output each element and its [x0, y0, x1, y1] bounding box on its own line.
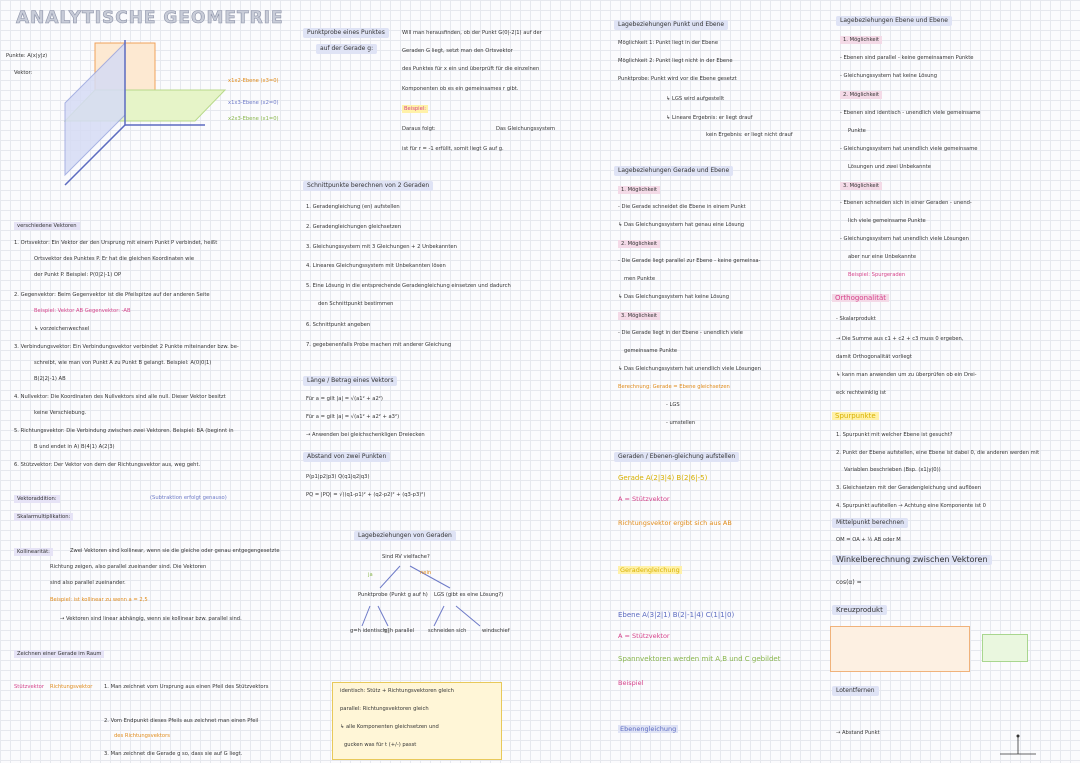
ebene-example: Ebene A(3|2|1) B(2|-1|4) C(1|1|0): [618, 611, 735, 619]
lage-ge-line: ↳ Das Gleichungssystem hat keine Lösung: [618, 294, 730, 300]
laenge-line: Für a = gilt |a| = √(a1² + a2²): [306, 396, 383, 402]
mittel-line: OM = OA + ½ AB oder M: [836, 537, 901, 543]
spur-line: 2. Punkt der Ebene aufstellen, eine Ebene ist dabei 0, die anderen werden mit: [836, 450, 1040, 456]
list-item: 2. Vom Endpunkt dieses Pfeils aus zeichnet man einen Pfeil: [104, 718, 259, 724]
list-item: 2. Geradengleichungen gleichsetzen: [306, 224, 402, 230]
lage-ge-line: - Die Gerade liegt parallel zur Ebene - keine gemeinsa-: [618, 258, 761, 264]
list-item: 5. Richtungsvektor: Die Verbindung zwischen zwei Vektoren. Beispiel: BA (beginnt in: [14, 428, 234, 434]
lage-ge-line: men Punkte: [624, 276, 656, 282]
list-item: 7. gegebenenfalls Probe machen mit anderer Gleichung: [306, 342, 452, 348]
lage-ee-line: - Ebenen schneiden sich in einer Geraden - unend-: [840, 200, 972, 206]
tree-leaf: schneiden sich: [428, 628, 467, 634]
lage-ee-line: - Gleichungssystem hat unendlich viele Lösungen: [840, 236, 969, 242]
tree-punktprobe: Punktprobe (Punkt g auf h): [358, 592, 428, 598]
tree-lgs: LGS (gibt es eine Lösung?): [434, 592, 504, 598]
lage-ge-line: - Die Gerade schneidet die Ebene in einem Punkt: [618, 204, 746, 210]
punkt-label: Punkte: A(x|y|z): [6, 53, 48, 59]
list-item: 2. Gegenvektor: Beim Gegenvektor ist die Pfeilspitze auf der anderen Seite: [14, 292, 210, 298]
lage-ee-line: - Gleichungssystem hat keine Lösung: [840, 73, 938, 79]
mittel-title: Mittelpunkt berechnen: [832, 518, 908, 528]
kreuz-title: Kreuzprodukt: [832, 605, 887, 615]
page-title: ANALYTISCHE GEOMETRIE: [16, 8, 284, 28]
geradengleichung-label: Geradengleichung: [620, 566, 680, 574]
tree-leaf: windschief: [482, 628, 510, 634]
lage-pe-line: ↳ LGS wird aufgestellt: [666, 96, 725, 102]
lage-pe-line: Möglichkeit 2: Punkt liegt nicht in der Ebene: [618, 58, 733, 64]
lage-ge-line: 3. Möglichkeit: [618, 312, 660, 320]
lage-ee-title: Lagebeziehungen Ebene und Ebene: [836, 16, 952, 26]
lage-ge-line: 2. Möglichkeit: [618, 240, 660, 248]
list-item: keine Verschiebung.: [34, 410, 87, 416]
kollinear-line: Beispiel: ist kollinear zu wenn a = 2,5: [50, 597, 148, 603]
summary-line: parallel: Richtungsvektoren gleich: [340, 706, 429, 712]
vektoraddition-label: Vektoraddition:: [14, 495, 60, 503]
summary-line: gucken was für t (+/-) passt: [344, 742, 417, 748]
lage-ge-line: gemeinsame Punkte: [624, 348, 678, 354]
lage-ge-line: - umstellen: [666, 420, 696, 426]
list-item: schreibt, wie man von Punkt A zu Punkt B gelangt. Beispiel: A(0|0|1): [34, 360, 212, 366]
lage-ge-line: Berechnung: Gerade = Ebene gleichsetzen: [618, 384, 730, 390]
gerade-example: Gerade A(2|3|4) B(2|6|-5): [618, 474, 708, 482]
list-item: 4. Nullvektor: Die Koordinaten des Nullvektors sind alle null. Dieser Vektor besitzt: [14, 394, 226, 400]
lage-ee-line: lich viele gemeinsame Punkte: [848, 218, 926, 224]
list-item: ↳ vorzeichenwechsel: [34, 326, 90, 332]
tree-ja: ja: [368, 572, 373, 578]
lage-ee-line: Lösungen und zwei Unbekannte: [848, 164, 931, 170]
kollinear-line: Richtung zeigen, also parallel zueinander sind. Die Vektoren: [50, 564, 207, 570]
punktprobe-line: des Punktes für x ein und überprüft für die einzelnen: [402, 66, 540, 72]
ortho-line: damit Orthogonalität vorliegt: [836, 354, 912, 360]
lage-ee-line: Punkte: [848, 128, 866, 134]
richtung-line: Richtungsvektor ergibt sich aus AB: [618, 519, 732, 527]
stuetz-label-ebene: A = Stützvektor: [618, 632, 670, 640]
lage-ee-line: aber nur eine Unbekannte: [848, 254, 917, 260]
list-item: 4. Lineares Gleichungssystem mit Unbekannten lösen: [306, 263, 446, 269]
ortho-line: - Skalarprodukt: [836, 316, 876, 322]
list-item: B und endet in A) B(4|1) A(2|3): [34, 444, 115, 450]
skalarmult-label: Skalarmultiplikation:: [14, 513, 73, 521]
winkel-title: Winkelberechnung zwischen Vektoren: [832, 555, 992, 565]
lage-ee-line: 3. Möglichkeit: [840, 182, 882, 190]
lage-ge-line: - Die Gerade liegt in der Ebene - unendlich viele: [618, 330, 743, 336]
list-item: 5. Eine Lösung in die entsprechende Geradengleichung einsetzen und dadurch: [306, 283, 511, 289]
coordinate-system-graph: [55, 35, 255, 195]
spur-line: 3. Gleichsetzen mit der Geradengleichung und auflösen: [836, 485, 981, 491]
lot-title: Lotentfernen: [832, 686, 879, 696]
lage-pe-line: kein Ergebnis: er liegt nicht drauf: [706, 132, 793, 138]
gleichungssystem-note: Das Gleichungssystem: [496, 126, 556, 132]
tree-leaf: g=h identisch: [350, 628, 387, 634]
punktprobe-line: Geraden G liegt, setzt man den Ortsvektor: [402, 48, 513, 54]
list-item: des Richtungsvektors: [114, 733, 170, 739]
gerade-title: Zeichnen einer Gerade im Raum: [14, 650, 104, 658]
lage-ee-line: - Ebenen sind parallel - keine gemeinsamen Punkte: [840, 55, 974, 61]
lage-ge-line: - LGS: [666, 402, 680, 408]
summary-line: ↳ alle Komponenten gleichsetzen und: [340, 724, 439, 730]
lage-pe-title: Lagebeziehungen Punkt und Ebene: [614, 20, 728, 30]
abstand-title: Abstand von zwei Punkten: [303, 452, 390, 462]
laenge-line: Für a = gilt |a| = √(a1² + a2² + a3²): [306, 414, 400, 420]
spur-line: 1. Spurpunkt mit welcher Ebene ist gesucht?: [836, 432, 953, 438]
list-item: den Schnittpunkt bestimmen: [318, 301, 394, 307]
lage-pe-line: ↳ Lineare Ergebnis: er liegt drauf: [666, 115, 753, 121]
list-item: 1. Geradengleichung (en) aufstellen: [306, 204, 400, 210]
vektoraddition-note: (Subtraktion erfolgt genauso): [150, 495, 227, 501]
tree-nein: nein: [420, 570, 432, 576]
stuetzvektor-label: Stützvektor: [14, 684, 44, 690]
stuetz-label: A = Stützvektor: [618, 495, 670, 503]
ortho-line: eck rechtwinklig ist: [836, 390, 887, 396]
list-item: 3. Verbindungsvektor: Ein Verbindungsvektor verbindet 2 Punkte miteinander bzw. be-: [14, 344, 239, 350]
punktprobe-line: Will man herausfinden, ob der Punkt G(0|-2|1) auf der: [402, 30, 542, 36]
list-item: Ortsvektor des Punktes P. Er hat die gleichen Koordinaten wie: [34, 256, 195, 262]
beispiel-label: Beispiel: [618, 679, 644, 687]
spur-title: Spurpunkte: [832, 412, 879, 420]
kreuzprodukt-result-box: [982, 634, 1028, 662]
lage-ge-line: ↳ Das Gleichungssystem hat genau eine Lösung: [618, 222, 745, 228]
kollinear-line: Zwei Vektoren sind kollinear, wenn sie die gleiche oder genau entgegengesetzte: [70, 548, 280, 554]
lot-diagram: [1000, 732, 1040, 758]
abstand-line: PQ = |PQ| = √((q1-p1)² + (q2-p2)² + (q3-p3)²): [306, 492, 426, 498]
spur-line: 4. Spurpunkt aufstellen → Achtung eine Komponente ist 0: [836, 503, 986, 509]
section-verschiedene-vektoren: verschiedene Vektoren: [14, 222, 80, 230]
list-item: B(2|2|-1) AB: [34, 376, 66, 382]
summary-line: identisch: Stütz + Richtungsvektoren gleich: [340, 688, 454, 694]
spur-line: Variablen beschrieben (Bsp. (x1|y|0)): [844, 467, 941, 473]
ortho-line: → Die Summe aus c1 + c2 + c3 muss 0 ergeben,: [836, 336, 964, 342]
lage-ge-title: Lagebeziehungen Gerade und Ebene: [614, 166, 733, 176]
punktprobe-line: ist für r = -1 erfüllt, somit liegt G auf g.: [402, 146, 504, 152]
punktprobe-line: Komponenten ob es ein gemeinsames r gibt.: [402, 86, 519, 92]
ortho-title: Orthogonalität: [832, 294, 889, 302]
abstand-line: P(p1|p2|p3) Q(q1|q2|q3): [306, 474, 370, 480]
list-item: 1. Man zeichnet vom Ursprung aus einen Pfeil des Stützvektors: [104, 684, 269, 690]
punktprobe-line: Beispiel:: [404, 106, 427, 112]
richtungsvektor-label: Richtungsvektor: [50, 684, 93, 690]
lage-ee-line: 2. Möglichkeit: [840, 91, 882, 99]
kollinear-title: Kollinearität:: [14, 548, 53, 556]
lage-ee-line: - Ebenen sind identisch - unendlich viele gemeinsame: [840, 110, 981, 116]
punktprobe-line: Daraus folgt:: [402, 126, 436, 132]
legend-plane-xz: x1x3-Ebene (x2=0): [228, 100, 279, 106]
lage-pe-line: Punktprobe: Punkt wird vor die Ebene gesetzt: [618, 76, 737, 82]
list-item: 1. Ortsvektor: Ein Vektor der den Ursprung mit einem Punkt P verbindet, heißt: [14, 240, 218, 246]
punktprobe-sub: auf der Gerade g:: [316, 44, 377, 54]
kreuzprodukt-box: [830, 626, 970, 672]
spann-line: Spannvektoren werden mit A,B und C gebildet: [618, 655, 781, 663]
lage-ge-line: 1. Möglichkeit: [618, 186, 660, 194]
ortho-line: ↳ kann man anwenden um zu überprüfen ob ein Drei-: [836, 372, 977, 378]
lage-ee-line: - Gleichungssystem hat unendlich viele gemeinsame: [840, 146, 978, 152]
kollinear-line: sind also parallel zueinander.: [50, 580, 126, 586]
schnitt-title: Schnittpunkte berechnen von 2 Geraden: [303, 181, 433, 191]
lot-line: → Abstand Punkt: [836, 730, 880, 736]
list-item: der Punkt P. Beispiel: P(0|2|-1) OP: [34, 272, 122, 278]
vektor-label: Vektor:: [14, 70, 33, 76]
lage-geraden-title: Lagebeziehungen von Geraden: [354, 531, 456, 541]
lage-ee-line: Beispiel: Spurgeraden: [848, 272, 906, 278]
ebenengleichung-label: Ebenengleichung: [620, 725, 677, 733]
list-item: 6. Schnittpunkt angeben: [306, 322, 371, 328]
laenge-title: Länge / Betrag eines Vektors: [303, 376, 397, 386]
aufstellen-title: Geraden / Ebenen-gleichung aufstellen: [614, 452, 739, 462]
punktprobe-title: Punktprobe eines Punktes: [303, 28, 389, 38]
lage-ge-line: ↳ Das Gleichungssystem hat unendlich viele Lösungen: [618, 366, 761, 372]
list-item: 3. Man zeichnet die Gerade g so, dass sie auf G liegt.: [104, 751, 243, 757]
list-item: 6. Stützvektor: Der Vektor von dem der Richtungsvektor aus, weg geht.: [14, 462, 201, 468]
laenge-line: → Anwenden bei gleichschenkligen Dreiecken: [306, 432, 425, 438]
list-item: 3. Gleichungssystem mit 3 Gleichungen + 2 Unbekannten: [306, 244, 457, 250]
kollinear-line: → Vektoren sind linear abhängig, wenn sie kollinear bzw. parallel sind.: [60, 616, 242, 622]
lage-ee-line: 1. Möglichkeit: [840, 36, 882, 44]
legend-plane-xy: x1x2-Ebene (x3=0): [228, 78, 279, 84]
lage-pe-line: Möglichkeit 1: Punkt liegt in der Ebene: [618, 40, 719, 46]
tree-leaf: g∥h parallel: [384, 628, 415, 634]
legend-plane-yz: x2x3-Ebene (x1=0): [228, 116, 279, 122]
winkel-line: cos(α) =: [836, 579, 862, 586]
lage-question: Sind RV vielfache?: [382, 554, 430, 560]
list-item: Beispiel: Vektor AB Gegenvektor: -AB: [34, 308, 131, 314]
